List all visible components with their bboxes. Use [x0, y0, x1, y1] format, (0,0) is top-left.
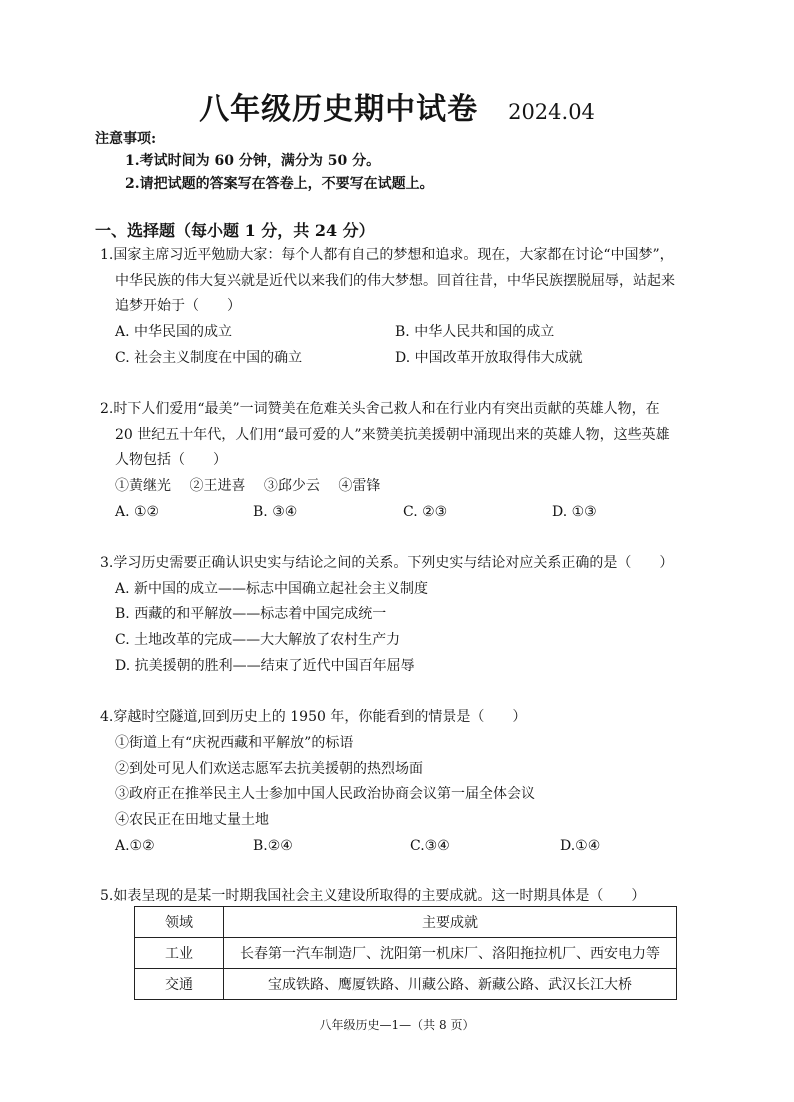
question-5-line: 5.如表呈现的是某一时期我国社会主义建设所取得的主要成就。这一时期具体是（ ）	[100, 888, 646, 904]
question-2-line: 20 世纪五十年代，人们用“最可爱的人”来赞美抗美援朝中涌现出来的英雄人物，这些英雄	[115, 427, 670, 443]
exam-date: 2024.04	[508, 100, 595, 124]
question-1-option-a: A. 中华民国的成立	[115, 324, 233, 340]
question-3-option-a: A. 新中国的成立——标志中国确立起社会主义制度	[115, 581, 429, 597]
question-4-item: ④农民正在田地丈量土地	[115, 812, 269, 828]
question-1-line: 1.国家主席习近平勉励大家：每个人都有自己的梦想和追求。现在，大家都在讨论“中国梦”，	[100, 247, 674, 263]
question-3-option-d: D. 抗美援朝的胜利——结束了近代中国百年屈辱	[115, 658, 415, 674]
question-4-item: ①街道上有“庆祝西藏和平解放”的标语	[115, 735, 354, 751]
question-2-option-c: C. ②③	[403, 504, 448, 520]
question-2-line: 人物包括（ ）	[115, 452, 227, 468]
question-2-option-d: D. ①③	[552, 504, 597, 520]
question-4-option-a: A.①②	[115, 838, 155, 854]
exam-title-text: 八年级历史期中试卷	[199, 92, 479, 127]
notice-heading: 注意事项:	[95, 131, 157, 147]
question-1-option-c: C. 社会主义制度在中国的确立	[115, 350, 303, 366]
question-2-line: 2.时下人们爱用“最美”一词赞美在危难关头舍己救人和在行业内有突出贡献的英雄人物，在	[100, 401, 660, 417]
question-4-option-c: C.③④	[410, 838, 450, 854]
section-heading: 一、选择题（每小题 1 分，共 24 分）	[95, 221, 375, 240]
table-row	[135, 969, 677, 1000]
table-header-cell: 主要成就	[224, 907, 677, 938]
question-3-option-c: C. 土地改革的完成——大大解放了农村生产力	[115, 632, 401, 648]
table-cell: 宝成铁路、鹰厦铁路、川藏公路、新藏公路、武汉长江大桥	[224, 969, 677, 1000]
question-1-line: 追梦开始于（ ）	[115, 298, 241, 314]
table-row	[135, 938, 677, 969]
notice-item: 2.请把试题的答案写在答卷上，不要写在试题上。	[125, 176, 434, 192]
question-4-option-b: B.②④	[253, 838, 293, 854]
question-4-item: ③政府正在推举民主人士参加中国人民政治协商会议第一届全体会议	[115, 786, 535, 802]
achievements-table	[134, 906, 677, 1000]
table-cell: 长春第一汽车制造厂、沈阳第一机床厂、洛阳拖拉机厂、西安电力等	[224, 938, 677, 969]
question-4-option-d: D.①④	[560, 838, 601, 854]
question-4-item: ②到处可见人们欢送志愿军去抗美援朝的热烈场面	[115, 761, 423, 777]
table-cell: 工业	[135, 938, 224, 969]
question-3-option-b: B. 西藏的和平解放——标志着中国完成统一	[115, 606, 387, 622]
table-cell: 交通	[135, 969, 224, 1000]
table-header-cell: 领域	[135, 907, 224, 938]
question-1-option-d: D. 中国改革开放取得伟大成就	[395, 350, 583, 366]
question-2-items: ①黄继光 ②王进喜 ③邱少云 ④雷锋	[115, 478, 381, 494]
question-1-line: 中华民族的伟大复兴就是近代以来我们的伟大梦想。回首往昔，中华民族摆脱屈辱，站起来	[115, 273, 675, 289]
page-footer: 八年级历史—1—（共 8 页）	[319, 1018, 475, 1032]
question-2-option-a: A. ①②	[115, 504, 160, 520]
question-1-option-b: B. 中华人民共和国的成立	[395, 324, 555, 340]
exam-title	[0, 84, 794, 128]
table-header-row	[135, 907, 677, 938]
question-3-line: 3.学习历史需要正确认识史实与结论之间的关系。下列史实与结论对应关系正确的是（ ）	[100, 555, 674, 571]
notice-item: 1.考试时间为 60 分钟，满分为 50 分。	[125, 153, 381, 169]
question-2-option-b: B. ③④	[253, 504, 298, 520]
question-4-line: 4.穿越时空隧道,回到历史上的 1950 年，你能看到的情景是（ ）	[100, 709, 527, 725]
